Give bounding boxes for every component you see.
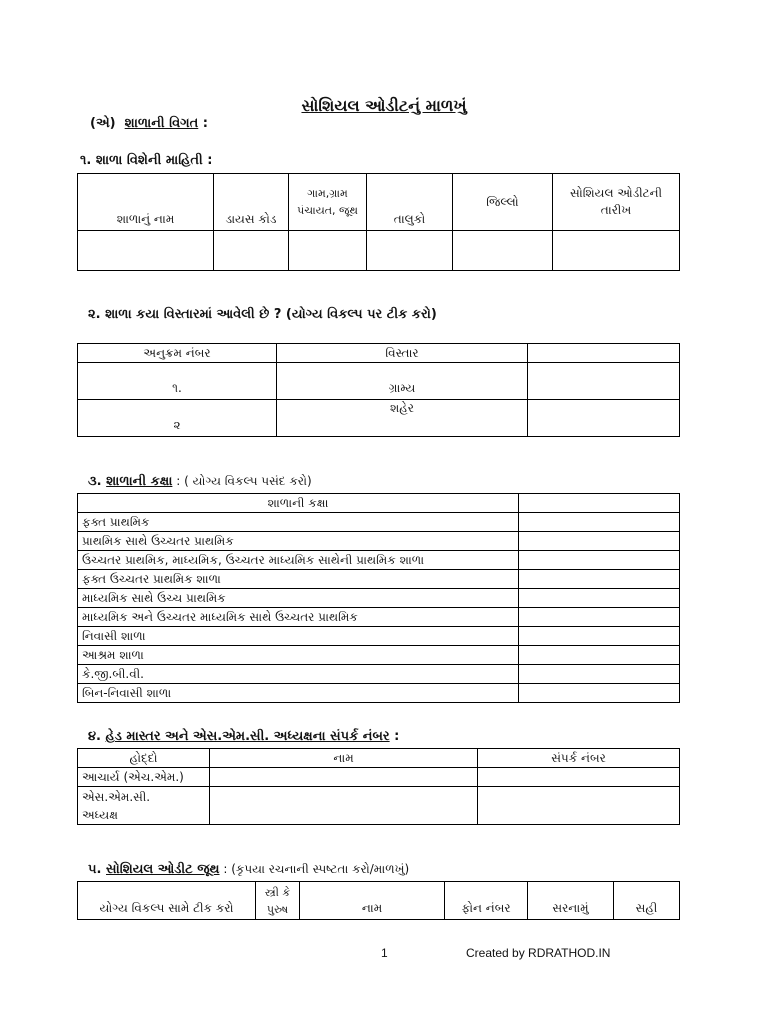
cell-taluka[interactable] bbox=[367, 231, 453, 271]
header-signature: સહી bbox=[614, 882, 680, 920]
level-row: પ્રાથમિક સાથે ઉચ્ચતર પ્રાથમિક bbox=[78, 532, 519, 551]
level-row: બિન-નિવાસી શાળા bbox=[78, 684, 519, 703]
level-tick[interactable] bbox=[519, 589, 680, 608]
level-tick[interactable] bbox=[519, 532, 680, 551]
header-school-level-tick bbox=[519, 494, 680, 513]
header-address: સરનામું bbox=[528, 882, 614, 920]
header-gender: સ્ત્રી કે પુરુષ bbox=[256, 882, 300, 920]
header-member-name: નામ bbox=[300, 882, 445, 920]
smc-line2: અધ્યક્ષ bbox=[82, 807, 118, 822]
header-district: જિલ્લો bbox=[453, 174, 553, 231]
level-tick[interactable] bbox=[519, 627, 680, 646]
level-tick[interactable] bbox=[519, 513, 680, 532]
cell-village[interactable] bbox=[289, 231, 367, 271]
headmaster-name[interactable] bbox=[210, 768, 478, 787]
row-urban-number: ૨ bbox=[78, 400, 277, 437]
level-row: નિવાસી શાળા bbox=[78, 627, 519, 646]
row-rural-number: ૧. bbox=[78, 363, 277, 400]
level-tick[interactable] bbox=[519, 551, 680, 570]
level-row: ફક્ત ઉચ્ચતર પ્રાથમિક શાળા bbox=[78, 570, 519, 589]
level-tick[interactable] bbox=[519, 570, 680, 589]
cell-district[interactable] bbox=[453, 231, 553, 271]
level-row: ઉચ્ચતર પ્રાથમિક, માધ્યમિક, ઉચ્ચતર માધ્યમિક સાથેની પ્રાથમિક શાળા bbox=[78, 551, 519, 570]
level-row: ફક્ત પ્રાથમિક bbox=[78, 513, 519, 532]
school-info-table bbox=[77, 173, 680, 271]
designation-smc-chair bbox=[78, 787, 210, 825]
header-area: વિસ્તાર bbox=[277, 344, 528, 363]
audit-group-table bbox=[77, 881, 680, 920]
header-school-name: શાળાનું નામ bbox=[78, 174, 214, 231]
header-school-level: શાળાની કક્ષા bbox=[78, 494, 519, 513]
smc-line1: એસ.એમ.સી. bbox=[82, 789, 151, 804]
section-a-heading: (એ) શાળાની વિગત : bbox=[90, 116, 209, 131]
school-level-table bbox=[77, 493, 680, 703]
header-tick bbox=[528, 344, 680, 363]
section1-heading: ૧. શાળા વિશેની માહિતી : bbox=[80, 153, 213, 168]
header-dise-code: ડાયસ કોડ bbox=[214, 174, 289, 231]
header-audit-date: સોશિયલ ઓડીટની તારીખ bbox=[553, 174, 680, 231]
header-phone: ફોન નંબર bbox=[445, 882, 528, 920]
header-contact-number: સંપર્ક નંબર bbox=[478, 749, 680, 768]
header-tick-option: યોગ્ય વિકલ્પ સામે ટીક કરો bbox=[78, 882, 256, 920]
level-row: માધ્યમિક સાથે ઉચ્ચ પ્રાથમિક bbox=[78, 589, 519, 608]
section3-heading: ૩. શાળાની કક્ષા : ( યોગ્ય વિકલ્પ પસંદ કરો) bbox=[88, 474, 312, 489]
header-taluka: તાલુકો bbox=[367, 174, 453, 231]
smc-chair-name[interactable] bbox=[210, 787, 478, 825]
cell-audit-date[interactable] bbox=[553, 231, 680, 271]
level-tick[interactable] bbox=[519, 646, 680, 665]
row-rural-area: ગ્રામ્ય bbox=[277, 363, 528, 400]
area-table bbox=[77, 343, 680, 437]
section5-heading: ૫. સોશિયલ ઓડીટ જૂથ : (કૃપયા રચનાની સ્પષ્ટતા કરો/માળખું) bbox=[88, 862, 410, 877]
headmaster-contact[interactable] bbox=[478, 768, 680, 787]
section4-heading: ૪. હેડ માસ્તર અને એસ.એમ.સી. અધ્યક્ષના સંપર્ક નંબર : bbox=[88, 729, 400, 744]
page-number: 1 bbox=[381, 946, 388, 960]
header-serial-number: અનુક્રમ નંબર bbox=[78, 344, 277, 363]
level-row: કે.જી.બી.વી. bbox=[78, 665, 519, 684]
footer-credit: Created by RDRATHOD.IN bbox=[466, 946, 611, 960]
header-village: ગામ,ગ્રામ પંચાયત, જૂથ bbox=[289, 174, 367, 231]
level-row: આશ્રમ શાળા bbox=[78, 646, 519, 665]
cell-school-name[interactable] bbox=[78, 231, 214, 271]
header-designation: હોદ્દો bbox=[78, 749, 210, 768]
cell-dise-code[interactable] bbox=[214, 231, 289, 271]
contact-table bbox=[77, 748, 680, 825]
level-tick[interactable] bbox=[519, 665, 680, 684]
page-title: સોશિયલ ઓડીટનું માળખું bbox=[301, 96, 467, 115]
section2-heading: ૨. શાળા કયા વિસ્તારમાં આવેલી છે ? (યોગ્ય વિકલ્પ પર ટીક કરો) bbox=[88, 307, 437, 322]
level-row: માધ્યમિક અને ઉચ્ચતર માધ્યમિક સાથે ઉચ્ચતર પ્રાથમિક bbox=[78, 608, 519, 627]
row-urban-tick[interactable] bbox=[528, 400, 680, 437]
designation-headmaster: આચાર્ય (એચ.એમ.) bbox=[78, 768, 210, 787]
header-name: નામ bbox=[210, 749, 478, 768]
smc-chair-contact[interactable] bbox=[478, 787, 680, 825]
level-tick[interactable] bbox=[519, 608, 680, 627]
row-urban-area: શહેર bbox=[277, 400, 528, 437]
level-tick[interactable] bbox=[519, 684, 680, 703]
row-rural-tick[interactable] bbox=[528, 363, 680, 400]
